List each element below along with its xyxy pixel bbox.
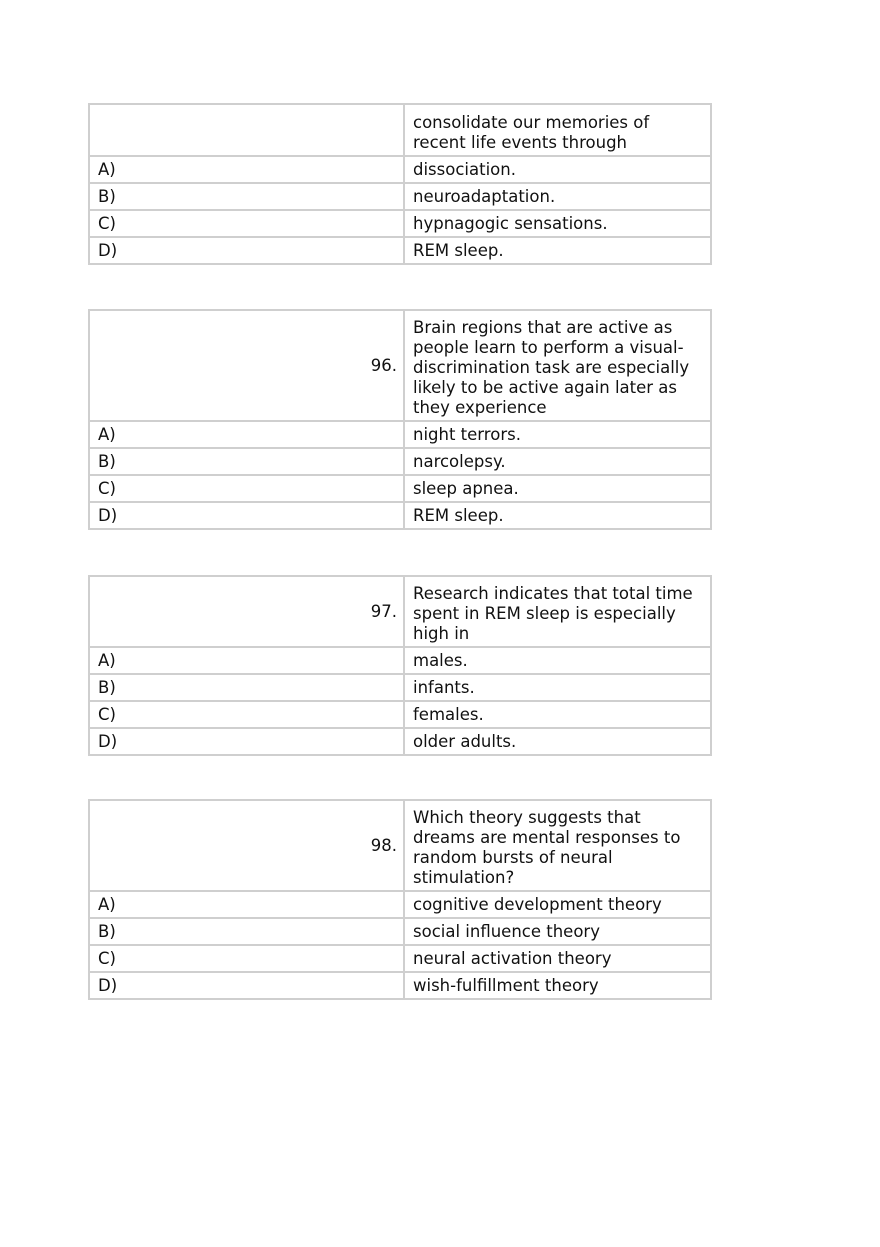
option-letter: C): [89, 701, 404, 728]
option-letter: D): [89, 972, 404, 999]
option-row-b: [89, 183, 711, 210]
option-text: narcolepsy.: [404, 448, 711, 475]
option-row-c: [89, 701, 711, 728]
question-stem-row: [89, 800, 711, 891]
option-text: cognitive development theory: [404, 891, 711, 918]
option-letter: A): [89, 891, 404, 918]
option-row-d: [89, 728, 711, 755]
option-text: night terrors.: [404, 421, 711, 448]
option-row-a: [89, 647, 711, 674]
option-row-a: [89, 891, 711, 918]
option-text: sleep apnea.: [404, 475, 711, 502]
option-letter: A): [89, 156, 404, 183]
option-row-d: [89, 502, 711, 529]
question-stem-row: [89, 576, 711, 647]
question-table-96: [88, 309, 712, 530]
option-text: REM sleep.: [404, 237, 711, 264]
question-stem: Brain regions that are active as people learn to perform a visual-discrimination task are especially likely to be active again later as they experience: [404, 310, 711, 421]
question-table-95-continued: [88, 103, 712, 265]
option-text: REM sleep.: [404, 502, 711, 529]
question-table-98: [88, 799, 712, 1000]
option-row-a: [89, 156, 711, 183]
option-letter: C): [89, 210, 404, 237]
option-letter: C): [89, 475, 404, 502]
question-table-97: [88, 575, 712, 756]
option-letter: C): [89, 945, 404, 972]
option-row-c: [89, 210, 711, 237]
question-stem-row: [89, 310, 711, 421]
question-stem: consolidate our memories of recent life events through: [404, 104, 711, 156]
option-text: hypnagogic sensations.: [404, 210, 711, 237]
question-stem-row: [89, 104, 711, 156]
option-text: social influence theory: [404, 918, 711, 945]
option-letter: D): [89, 237, 404, 264]
option-row-c: [89, 475, 711, 502]
option-row-b: [89, 448, 711, 475]
option-text: neuroadaptation.: [404, 183, 711, 210]
option-letter: D): [89, 728, 404, 755]
question-number: 98.: [89, 800, 404, 891]
option-text: males.: [404, 647, 711, 674]
option-letter: B): [89, 674, 404, 701]
question-number: 96.: [89, 310, 404, 421]
question-stem: Research indicates that total time spent in REM sleep is especially high in: [404, 576, 711, 647]
option-text: females.: [404, 701, 711, 728]
option-text: dissociation.: [404, 156, 711, 183]
option-row-a: [89, 421, 711, 448]
option-row-d: [89, 972, 711, 999]
option-row-c: [89, 945, 711, 972]
option-text: wish-fulfillment theory: [404, 972, 711, 999]
question-number: 97.: [89, 576, 404, 647]
question-number: [89, 104, 404, 156]
option-text: older adults.: [404, 728, 711, 755]
option-row-d: [89, 237, 711, 264]
option-letter: A): [89, 421, 404, 448]
option-letter: B): [89, 448, 404, 475]
option-letter: B): [89, 918, 404, 945]
option-row-b: [89, 674, 711, 701]
option-text: infants.: [404, 674, 711, 701]
question-stem: Which theory suggests that dreams are mental responses to random bursts of neural stimulation?: [404, 800, 711, 891]
option-text: neural activation theory: [404, 945, 711, 972]
option-letter: A): [89, 647, 404, 674]
option-row-b: [89, 918, 711, 945]
option-letter: D): [89, 502, 404, 529]
option-letter: B): [89, 183, 404, 210]
